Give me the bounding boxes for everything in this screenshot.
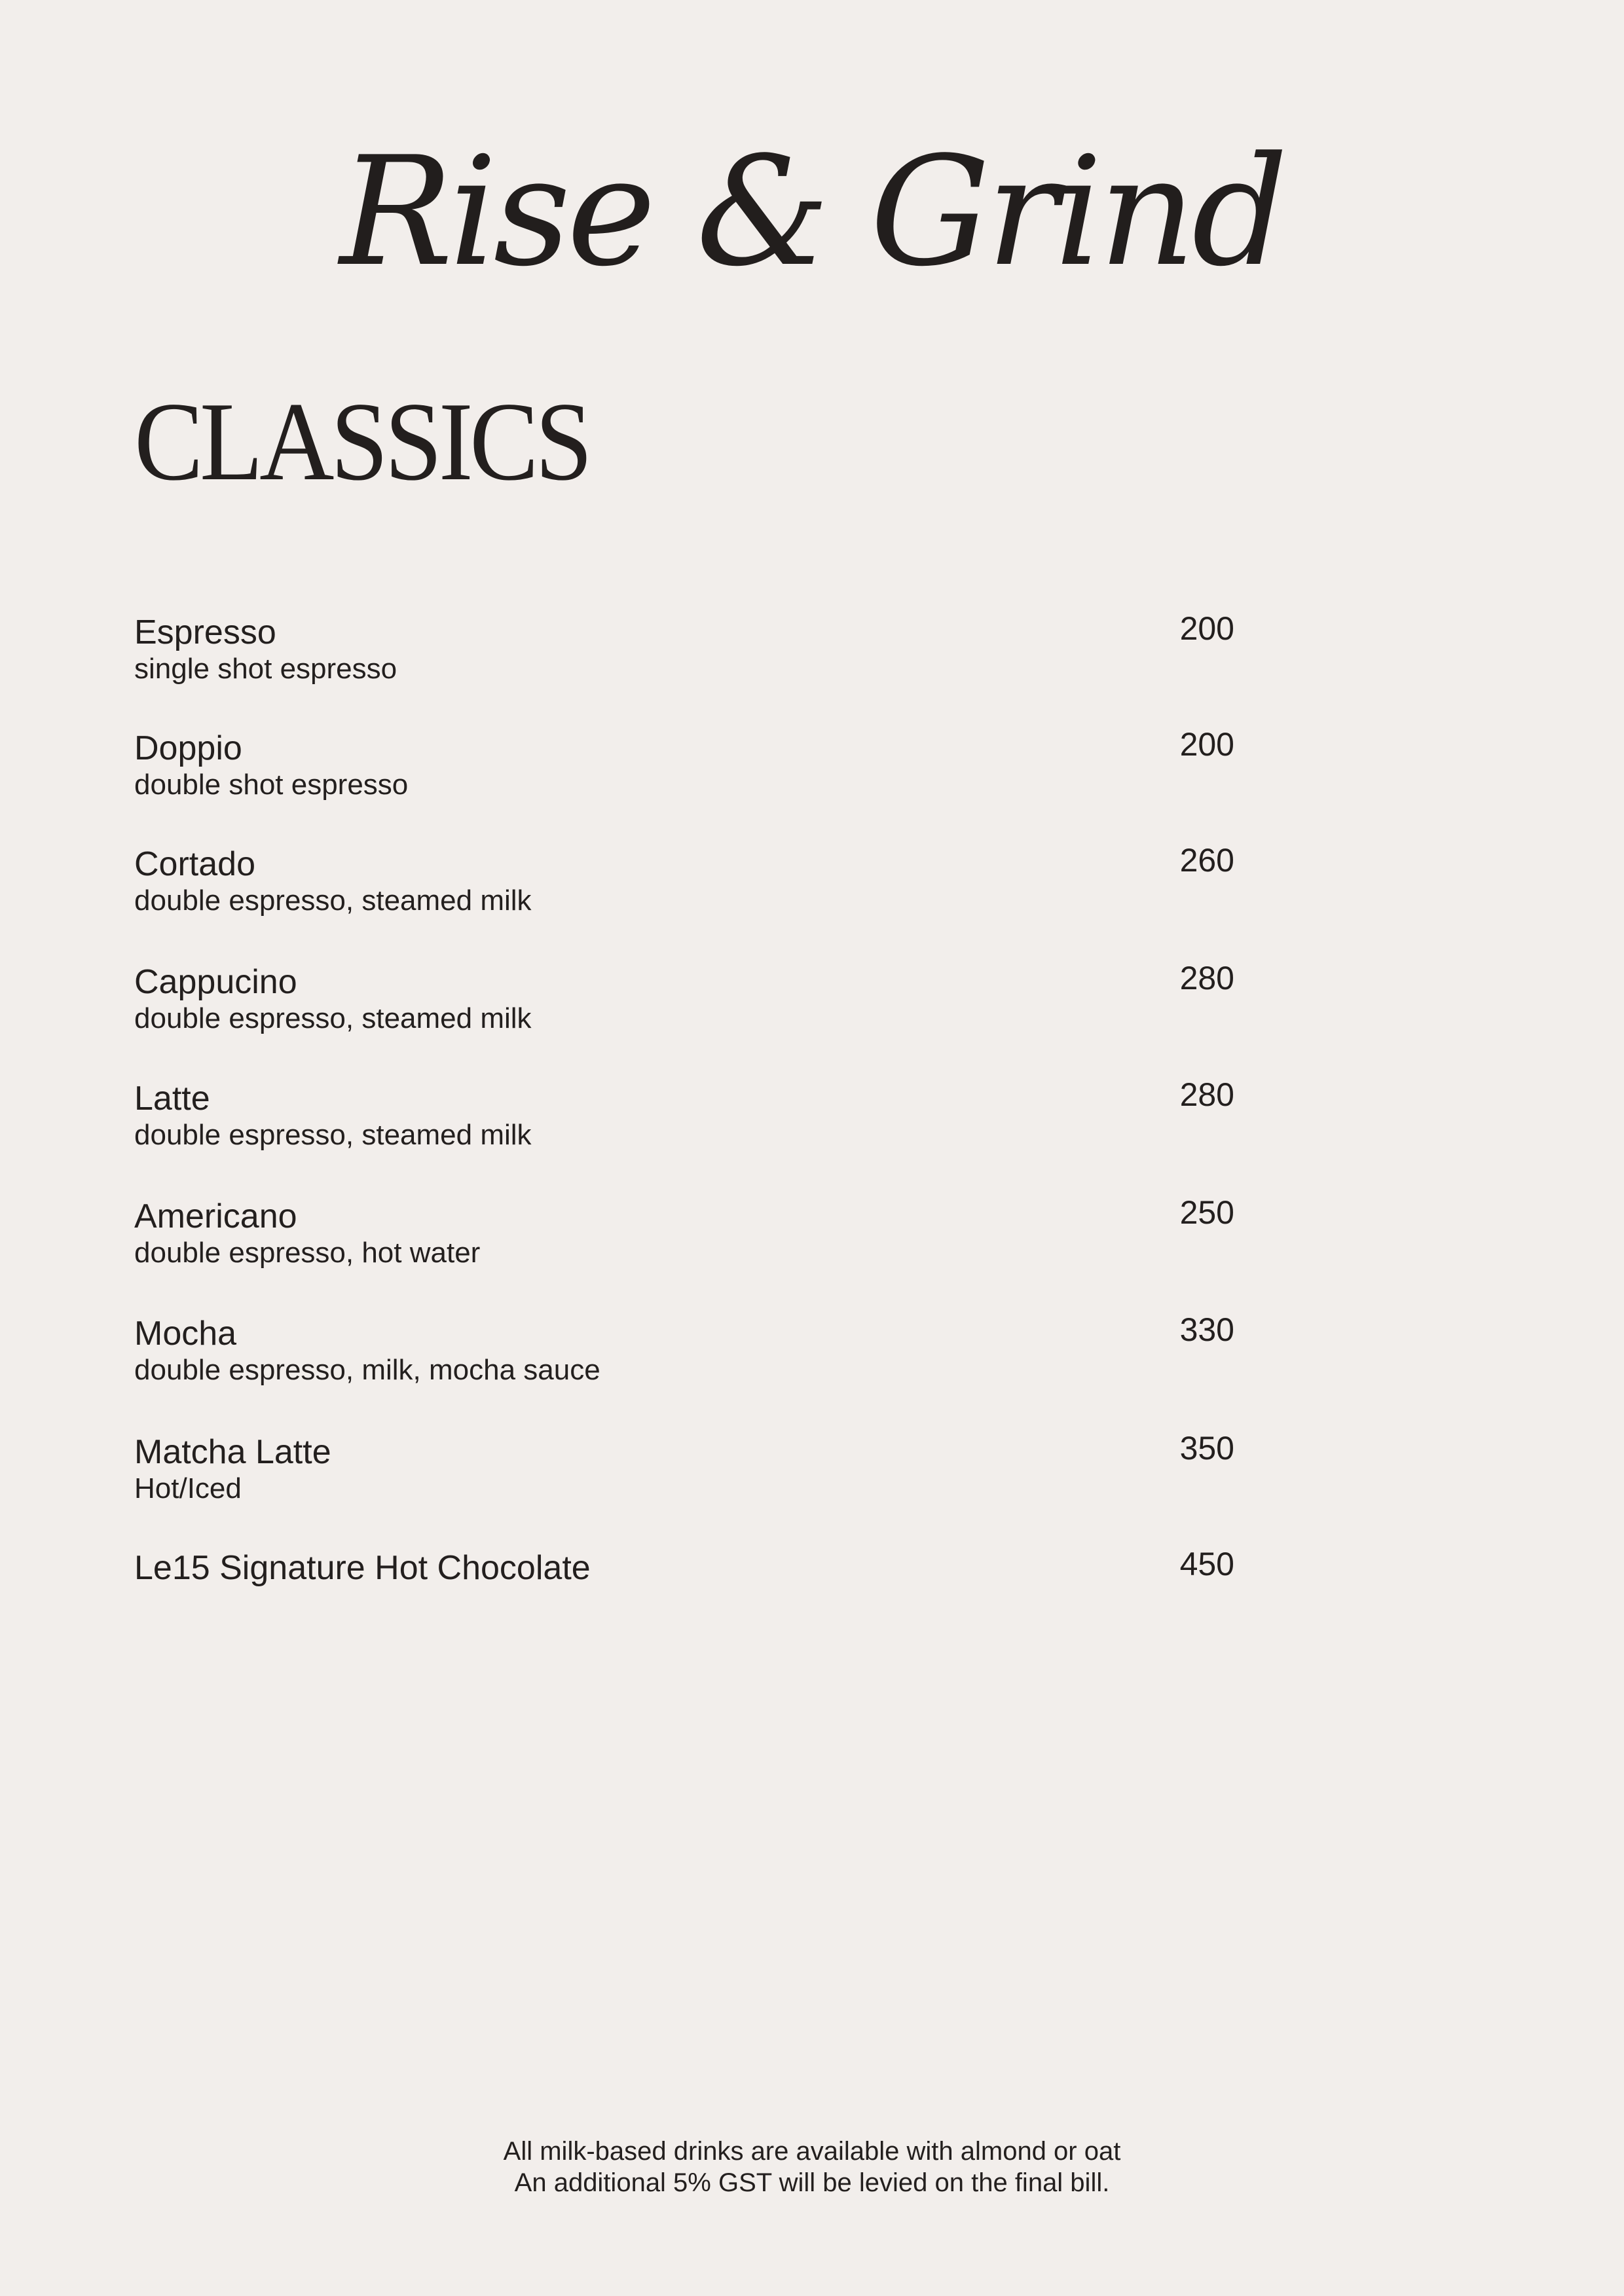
item-name: Espresso (134, 613, 276, 651)
item-description: double espresso, hot water (134, 1237, 481, 1269)
item-description: double shot espresso (134, 769, 409, 801)
item-name: Cortado (134, 845, 255, 883)
item-name: Matcha Latte (134, 1433, 331, 1471)
item-price: 200 (1179, 726, 1234, 763)
item-description: Hot/Iced (134, 1472, 242, 1504)
footer-notes (0, 2136, 1624, 2198)
item-description: single shot espresso (134, 653, 397, 685)
item-name: Mocha (134, 1315, 237, 1353)
item-description: double espresso, steamed milk (134, 1002, 532, 1034)
item-name: Le15 Signature Hot Chocolate (134, 1549, 591, 1587)
item-description: double espresso, steamed milk (134, 884, 532, 917)
item-description: double espresso, milk, mocha sauce (134, 1354, 600, 1386)
item-price: 330 (1179, 1311, 1234, 1348)
item-name: Cappucino (134, 963, 297, 1001)
item-price: 250 (1179, 1194, 1234, 1231)
item-price: 450 (1179, 1546, 1234, 1582)
item-price: 280 (1179, 1076, 1234, 1113)
item-name: Doppio (134, 729, 242, 767)
brand-title: Rise & Grind (339, 125, 1285, 300)
item-name: Americano (134, 1197, 297, 1235)
item-price: 260 (1179, 842, 1234, 879)
item-price: 280 (1179, 960, 1234, 996)
item-name: Latte (134, 1080, 210, 1118)
item-price: 350 (1179, 1430, 1234, 1467)
footer-milk-note: All milk-based drinks are available with almond or oat (503, 2137, 1121, 2166)
section-title: CLASSICS (134, 380, 589, 504)
footer-gst-note: An additional 5% GST will be levied on the final bill. (514, 2168, 1110, 2197)
item-description: double espresso, steamed milk (134, 1119, 532, 1151)
item-price: 200 (1179, 610, 1234, 647)
